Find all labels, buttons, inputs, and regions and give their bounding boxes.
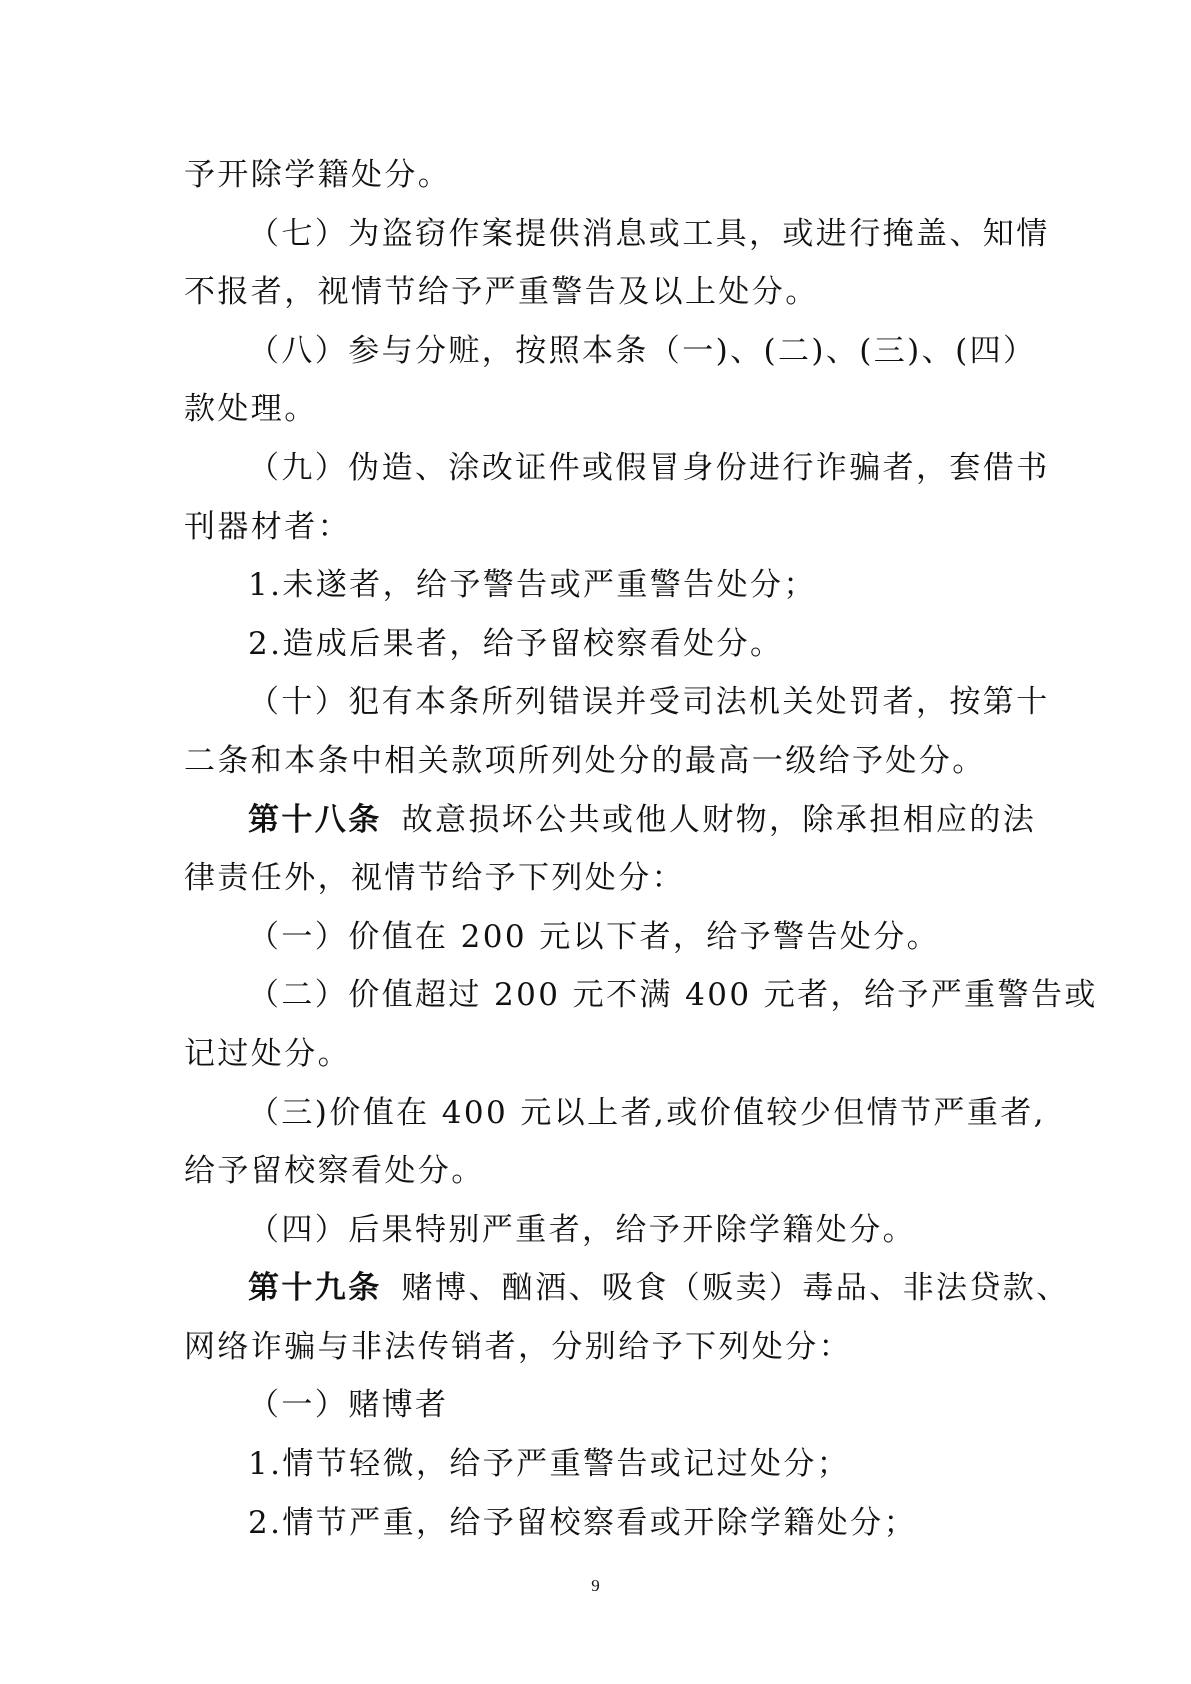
article-18-text: 故意损坏公共或他人财物，除承担相应的法	[401, 801, 1037, 838]
text-line: 2.情节严重，给予留校察看或开除学籍处分；	[248, 1504, 917, 1541]
text-line: 款处理。	[184, 391, 318, 428]
text-line: 刊器材者：	[184, 508, 351, 545]
article-19-line	[184, 1259, 1070, 1318]
text-line: （一）价值在 200 元以下者，给予警告处分。	[248, 918, 941, 955]
text-line: （九）伪造、涂改证件或假冒身份进行诈骗者，套借书	[248, 449, 1050, 486]
text-line: （二）价值超过 200 元不满 400 元者，给予严重警告或	[248, 977, 1098, 1014]
text-line: （七）为盗窃作案提供消息或工具，或进行掩盖、知情	[248, 215, 1050, 252]
article-18-label: 第十八条	[248, 801, 382, 838]
text-line: （三)价值在 400 元以上者,或价值较少但情节严重者,	[248, 1094, 1046, 1131]
text-line: 1.未遂者，给予警告或严重警告处分；	[248, 567, 817, 604]
text-line: 网络诈骗与非法传销者，分别给予下列处分：	[184, 1328, 852, 1365]
text-line: 给予留校察看处分。	[184, 1153, 485, 1190]
text-line: （八）参与分赃，按照本条（一)、(二)、(三)、(四）	[248, 332, 1037, 369]
article-19-text: 赌博、酗酒、吸食（贩卖）毒品、非法贷款、	[401, 1270, 1070, 1307]
text-line: 2.造成后果者，给予留校察看处分。	[248, 625, 784, 662]
document-body	[184, 146, 1098, 1552]
text-line: 记过处分。	[184, 1035, 351, 1072]
text-line: （四）后果特别严重者，给予开除学籍处分。	[248, 1211, 916, 1248]
article-19-label: 第十九条	[248, 1270, 382, 1307]
text-line: （十）犯有本条所列错误并受司法机关处罚者，按第十	[248, 684, 1050, 721]
text-line: 不报者，视情节给予严重警告及以上处分。	[184, 274, 819, 311]
article-18-line	[184, 791, 1037, 850]
text-line: （一）赌博者	[248, 1387, 449, 1424]
text-line: 1.情节轻微，给予严重警告或记过处分；	[248, 1446, 851, 1483]
text-line: 律责任外，视情节给予下列处分：	[184, 860, 685, 897]
text-line: 予开除学籍处分。	[184, 157, 452, 193]
text-line: 二条和本条中相关款项所列处分的最高一级给予处分。	[184, 742, 986, 779]
page-number: 9	[591, 1576, 600, 1595]
